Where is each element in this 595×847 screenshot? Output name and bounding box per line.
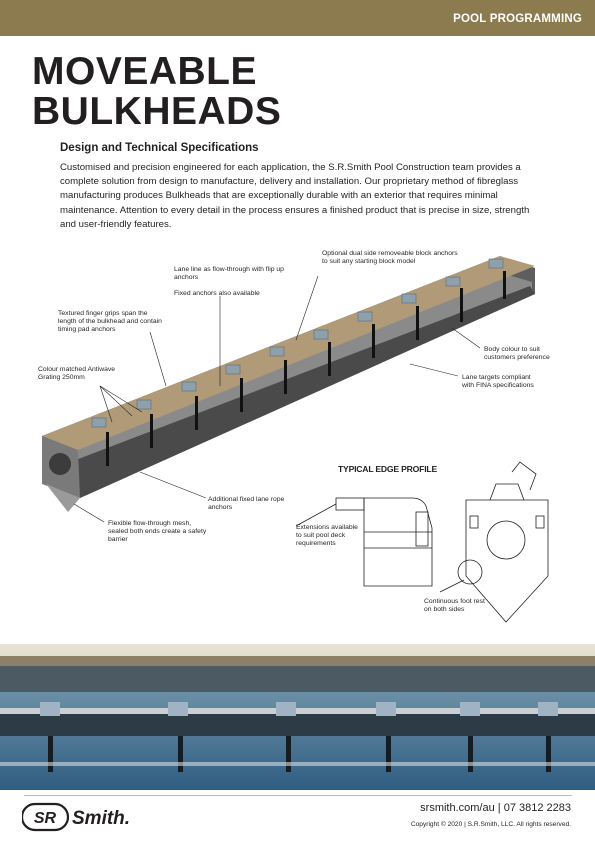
profile-slot: [416, 512, 428, 546]
logo-wordmark: Smith.: [72, 808, 131, 829]
anchor: [489, 259, 503, 268]
end-profile-slot: [536, 516, 544, 528]
lane-target: [106, 432, 109, 466]
srsmith-logo: [22, 802, 154, 832]
pool-water: [0, 692, 595, 790]
callout-body-colour: Body colour to suit customers preference: [484, 346, 550, 362]
lane-target: [240, 378, 243, 412]
footer-divider: [24, 795, 572, 796]
leader-line: [296, 504, 336, 526]
lane-target: [284, 360, 287, 394]
starting-block-sketch: [512, 462, 536, 490]
anchor: [314, 330, 328, 339]
end-profile-slot: [470, 516, 478, 528]
footer-copyright: Copyright © 2020 | S.R.Smith, LLC. All rights reserved.: [410, 821, 571, 828]
title-line-2: BULKHEADS: [32, 90, 282, 133]
footer-contact: srsmith.com/au | 07 3812 2283: [420, 802, 571, 814]
grandstand: [0, 666, 595, 692]
lane-target: [195, 396, 198, 430]
lane-target: [460, 288, 463, 322]
leader-line: [150, 332, 166, 386]
subtitle: Design and Technical Specifications: [60, 142, 259, 154]
callout-extensions: Extensions available to suit pool deck requirements: [296, 524, 358, 548]
lane-mark: [286, 736, 291, 772]
end-opening: [49, 453, 71, 475]
pool-photo-illustration: [0, 644, 595, 790]
lane-mark: [178, 736, 183, 772]
lane-target: [416, 306, 419, 340]
edge-profile-title: TYPICAL EDGE PROFILE: [338, 464, 437, 474]
callout-rope-anchors: Additional fixed lane rope anchors: [208, 496, 285, 512]
callout-foot-rest: Continuous foot rest on both sides: [424, 598, 485, 614]
lane-mark: [468, 736, 473, 772]
callout-finger-grips: Textured finger grips span the length of the bulkhead and contain timing pad anchors: [58, 310, 162, 334]
header-bar: [0, 0, 595, 36]
bulkhead-edge: [0, 708, 595, 714]
leader-line: [452, 328, 480, 348]
starting-block: [538, 702, 558, 716]
end-profile-anchor: [490, 484, 524, 500]
lane-mark: [546, 736, 551, 772]
pool-photo: [0, 644, 595, 790]
bulkhead-deck: [42, 256, 535, 450]
callout-lane-targets: Lane targets compliant with FINA specifications: [462, 374, 534, 390]
callout-lane-line: Lane line as flow-through with flip up anchors: [174, 266, 284, 282]
anchor: [226, 365, 240, 374]
callout-antiwave-grating: Colour matched Antiwave Grating 250mm: [38, 366, 116, 382]
logo-mark: SR: [33, 810, 57, 827]
lane-target: [150, 414, 153, 448]
extension-profile: [336, 498, 364, 510]
starting-block: [40, 702, 60, 716]
anchor: [182, 382, 196, 391]
lane-mark: [48, 736, 53, 772]
anchor: [270, 347, 284, 356]
lane-target: [372, 324, 375, 358]
section-label: POOL PROGRAMMING: [453, 13, 582, 25]
starting-block: [168, 702, 188, 716]
page-title: [32, 52, 281, 132]
lane-target: [328, 342, 331, 376]
starting-block: [376, 702, 396, 716]
bulkhead-side: [0, 714, 595, 736]
side-profile: [364, 498, 432, 586]
starting-block: [460, 702, 480, 716]
leader-line: [140, 472, 206, 498]
water-reflection: [0, 762, 595, 766]
title-line-1: MOVEABLE: [32, 50, 258, 93]
intro-paragraph: Customised and precision engineered for each application, the S.R.Smith Pool Construction team provides a complete solution from design to manufacture, delivery and installation. Our proprietary method of fibreglass manufacturing produces Bulkheads that are exceptionally durable with an exterior that requires minimal maintenance. Attention to every detail in the process ensures a finished product that is precise in size, strength and user-friendly features.: [60, 162, 530, 230]
leader-line: [410, 364, 458, 376]
bulkhead-diagram: [0, 236, 595, 636]
bulkhead-illustration: [0, 236, 595, 636]
lane-mark: [386, 736, 391, 772]
lane-target: [503, 271, 506, 299]
starting-block: [276, 702, 296, 716]
callout-dual-side-anchors: Optional dual side removeable block anchors to suit any starting block model: [322, 250, 458, 266]
leader-line: [440, 580, 464, 592]
callout-fixed-anchors: Fixed anchors also available: [174, 290, 260, 297]
anchor: [402, 294, 416, 303]
anchor: [137, 400, 151, 409]
leader-line: [74, 504, 104, 522]
anchor: [358, 312, 372, 321]
end-profile-opening: [487, 521, 525, 559]
anchor: [446, 277, 460, 286]
anchor: [92, 418, 106, 427]
roof-beam: [0, 656, 595, 666]
callout-mesh: Flexible flow-through mesh, sealed both ends create a safety barrier: [108, 520, 207, 544]
